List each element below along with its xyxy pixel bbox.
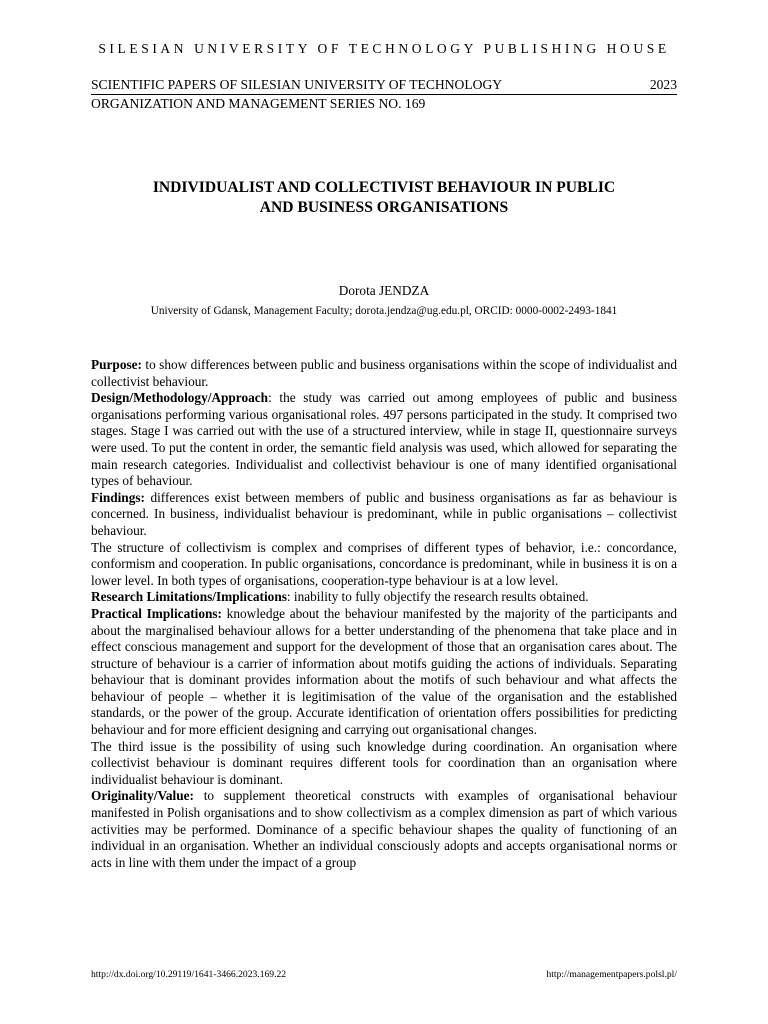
abstract-design	[91, 390, 677, 490]
abstract-findings-para2: The structure of collectivism is complex and comprises of different types of behavior, i.e.: concordance, conformism and cooperation. In public organisations, concordance is predominant, while in business it is on a lower level. In both types of organisations, cooperation-type behaviour is at a low level.	[91, 539, 677, 588]
series-title: SCIENTIFIC PAPERS OF SILESIAN UNIVERSITY OF TECHNOLOGY	[91, 77, 503, 92]
page-footer	[91, 969, 677, 980]
limitations-label: Research Limitations/Implications	[91, 589, 287, 605]
practical-text: knowledge about the behaviour manifested by the majority of the participants and about the marginalised behaviour allows for a better understanding of the phenomena that take place and in effect conscious management and support for the development of those that an organisation cares about. The structure of behaviour is a carrier of information about motifs guiding the actions of individuals. Separating behaviour that is dominant provides information about the motifs of such behaviour and what affects the behaviour of people – whether it is legitimisation of the value of the organisation and the established standards, or the power of the group. Accurate identification of orientation offers possibilities for predicting behaviour and for more efficient designing and carrying out organisational changes.	[91, 605, 677, 738]
abstract-purpose	[91, 357, 677, 390]
series-row	[91, 76, 677, 95]
abstract-originality	[91, 788, 677, 871]
article-title	[91, 178, 677, 218]
originality-text: to supplement theoretical constructs with examples of organisational behaviour manifested in Polish organisations and to show collectivism as a complex dimension as part of which various activities may be performed. Dominance of a specific behaviour shapes the quality of functioning of an individual in an organisation. Whether an individual consciously adopts and accepts organisational norms or acts in line with them under the impact of a group	[91, 788, 677, 870]
originality-label: Originality/Value:	[91, 788, 194, 804]
abstract	[91, 357, 677, 871]
doi-link[interactable]: http://dx.doi.org/10.29119/1641-3466.2023.169.22	[91, 969, 287, 980]
purpose-label: Purpose:	[91, 357, 142, 372]
series-number: ORGANIZATION AND MANAGEMENT SERIES NO. 169	[91, 96, 426, 111]
series-header	[91, 76, 677, 112]
abstract-practical	[91, 606, 677, 739]
design-label: Design/Methodology/Approach	[91, 390, 269, 406]
abstract-limitations	[91, 589, 677, 606]
series-year: 2023	[649, 77, 677, 92]
author-affiliation: University of Gdansk, Management Faculty; dorota.jendza@ug.edu.pl, ORCID: 0000-0002-2493-1841	[150, 305, 618, 317]
findings-label: Findings:	[91, 489, 145, 505]
abstract-practical-para2: The third issue is the possibility of using such knowledge during coordination. An organisation where collectivist behaviour is dominant requires different tools for coordination than an organisation where individualist behaviour is dominant.	[91, 738, 677, 787]
limitations-text: : inability to fully objectify the research results obtained.	[286, 589, 589, 605]
publisher-heading: SILESIAN UNIVERSITY OF TECHNOLOGY PUBLISHING HOUSE	[98, 41, 670, 56]
abstract-findings	[91, 490, 677, 540]
site-link[interactable]: http://managementpapers.polsl.pl/	[546, 969, 677, 980]
practical-label: Practical Implications:	[91, 605, 222, 621]
purpose-text: to show differences between public and business organisations within the scope of individualist and collectivist behaviour.	[91, 357, 677, 389]
findings-text: differences exist between members of public and business organisations as far as behaviour is concerned. In business, individualist behaviour is predominant, while in public organisations – collectivist behaviour.	[91, 489, 677, 538]
article-title-line1: INDIVIDUALIST AND COLLECTIVIST BEHAVIOUR IN PUBLIC	[152, 179, 616, 196]
article-title-line2: AND BUSINESS ORGANISATIONS	[259, 199, 509, 216]
design-text: : the study was carried out among employees of public and business organisations performing various organisational roles. 497 persons participated in the study. It comprised two stages. Stage I was carried out with the use of a structured interview, while in stage II, questionnaire surveys were used. To put the content in order, the semantic field analysis was used, which allowed for separating the main research categories. Individualist and collectivist behaviour is one of many identified organisational types of behaviour.	[91, 390, 677, 489]
author-name: Dorota JENDZA	[338, 283, 430, 298]
